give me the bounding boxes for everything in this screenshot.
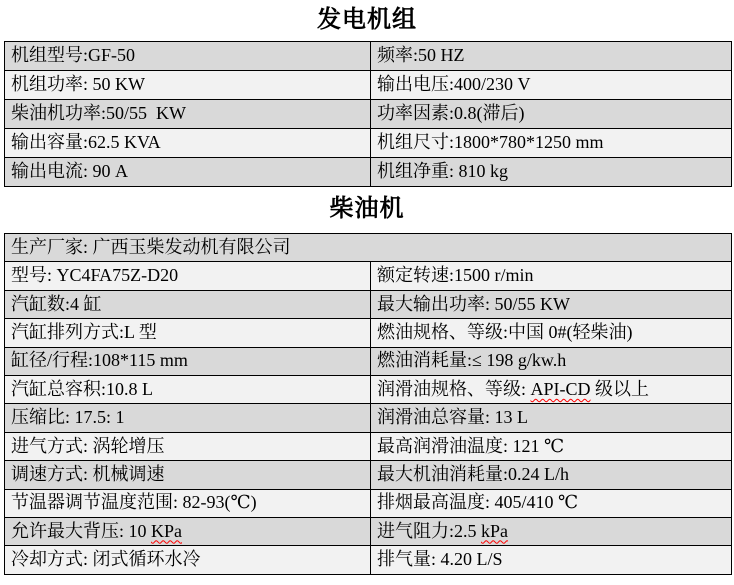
table-row	[5, 375, 732, 403]
spec-text: 汽缸总容积:10.8 L	[11, 378, 153, 399]
table-row	[5, 489, 732, 517]
spec-text: 级以上	[590, 378, 650, 399]
spec-cell	[5, 489, 371, 517]
table-row	[5, 404, 732, 432]
table-row	[5, 262, 732, 290]
spec-text: 型号: YC4FA75Z-D20	[11, 265, 179, 286]
spellcheck-underlined-text: API-CD	[530, 378, 591, 399]
spec-text: 汽缸排列方式:L 型	[11, 321, 157, 342]
table-row	[5, 234, 732, 262]
spec-cell	[371, 546, 732, 574]
spec-cell	[5, 319, 371, 347]
spec-cell	[5, 290, 371, 318]
spellcheck-underlined-text: KPa	[151, 520, 183, 541]
spec-text: 进气阻力:2.5	[377, 520, 482, 541]
spec-text: 额定转速:1500 r/min	[377, 265, 534, 286]
spec-cell	[5, 129, 371, 158]
spec-text: 机组尺寸:1800*780*1250 mm	[377, 132, 604, 153]
spec-cell	[5, 262, 371, 290]
spec-cell	[371, 432, 732, 460]
spec-cell	[5, 375, 371, 403]
spec-cell	[371, 375, 732, 403]
spec-text: 进气方式: 涡轮增压	[11, 435, 165, 456]
generator-section-title: 发电机组	[317, 7, 417, 33]
spec-text: 生产厂家: 广西玉柴发动机有限公司	[11, 236, 291, 257]
spec-cell	[371, 517, 732, 545]
spec-text: 排气量: 4.20 L/S	[377, 549, 503, 570]
spec-cell	[371, 158, 732, 187]
spec-text: 功率因素:0.8(滞后)	[377, 103, 525, 124]
spec-cell	[371, 42, 732, 71]
table-row	[5, 517, 732, 545]
spellcheck-underlined-text: kPa	[481, 520, 509, 541]
spec-cell	[371, 290, 732, 318]
spec-cell	[5, 404, 371, 432]
spec-cell	[5, 546, 371, 574]
spec-text: 节温器调节温度范围: 82-93(℃)	[11, 492, 257, 513]
spec-text: 冷却方式: 闭式循环水冷	[11, 549, 201, 570]
spec-text: 机组功率: 50 KW	[11, 74, 145, 95]
spec-text: 润滑油总容量: 13 L	[377, 407, 528, 428]
spec-cell	[5, 517, 371, 545]
diesel-engine-spec-table	[4, 233, 732, 575]
spec-text: 燃油规格、等级:中国 0#(轻柴油)	[377, 321, 633, 342]
spec-cell	[371, 129, 732, 158]
generator-spec-table	[4, 41, 732, 187]
table-row	[5, 42, 732, 71]
table-row	[5, 432, 732, 460]
spec-cell	[5, 71, 371, 100]
spec-cell	[5, 461, 371, 489]
spec-cell	[371, 262, 732, 290]
spec-text: 最高润滑油温度: 121 ℃	[377, 435, 565, 456]
spec-text: 燃油消耗量:≤ 198 g/kw.h	[377, 350, 567, 371]
spec-text: 输出电压:400/230 V	[377, 74, 531, 95]
spec-cell	[5, 100, 371, 129]
engine-section-title: 柴油机	[329, 196, 405, 222]
spec-text: 汽缸数:4 缸	[11, 293, 102, 314]
spec-text: 机组型号:GF-50	[11, 45, 136, 66]
spec-text: 输出容量:62.5 KVA	[11, 132, 161, 153]
spec-cell	[371, 461, 732, 489]
spec-text: 最大机油消耗量:0.24 L/h	[377, 463, 569, 484]
spec-text: 最大输出功率: 50/55 KW	[377, 293, 570, 314]
spec-text: 润滑油规格、等级:	[377, 378, 531, 399]
spec-cell	[5, 347, 371, 375]
spec-text: 输出电流: 90 A	[11, 161, 128, 182]
spec-cell	[5, 234, 732, 262]
table-row	[5, 461, 732, 489]
table-row	[5, 319, 732, 347]
spec-text: 频率:50 HZ	[377, 45, 465, 66]
spec-cell	[371, 100, 732, 129]
table-row	[5, 100, 732, 129]
table-row	[5, 546, 732, 574]
spec-text: 缸径/行程:108*115 mm	[11, 350, 188, 371]
spec-cell	[5, 42, 371, 71]
spec-cell	[371, 319, 732, 347]
spec-cell	[371, 404, 732, 432]
spec-text: 压缩比: 17.5: 1	[11, 407, 125, 428]
spec-cell	[371, 347, 732, 375]
spec-text: 柴油机功率:50/55 KW	[11, 103, 186, 124]
spec-cell	[371, 489, 732, 517]
spec-cell	[5, 432, 371, 460]
spec-text: 允许最大背压: 10	[11, 520, 152, 541]
table-row	[5, 71, 732, 100]
table-row	[5, 290, 732, 318]
spec-text: 机组净重: 810 kg	[377, 161, 509, 182]
table-row	[5, 158, 732, 187]
spec-text: 排烟最高温度: 405/410 ℃	[377, 492, 579, 513]
spec-cell	[5, 158, 371, 187]
table-row	[5, 347, 732, 375]
table-row	[5, 129, 732, 158]
spec-cell	[371, 71, 732, 100]
spec-text: 调速方式: 机械调速	[11, 463, 165, 484]
